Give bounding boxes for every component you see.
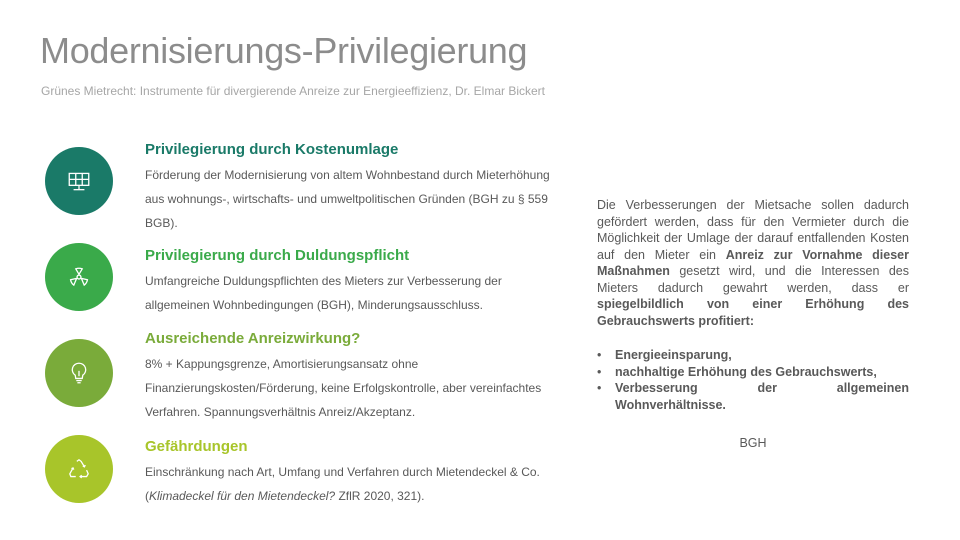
item-gefaehrdungen xyxy=(145,437,560,508)
item-text xyxy=(145,460,560,508)
item-duldungspflicht xyxy=(145,246,560,317)
right-bold-2: spiegelbildlich von einer Erhöhung des Gebrauchswerts profitiert: xyxy=(597,297,909,328)
item-heading: Privilegierung durch Kostenumlage xyxy=(145,141,399,158)
right-text-1: Die Verbesserungen der Mietsache sollen dadurch gefördert werden, dass für den Vermieter durch die Möglichkeit der Umlage der darauf entfallenden Kosten auf den Mieter ein xyxy=(597,198,909,262)
list-item: • nachhaltige Erhöhung des Gebrauchswerts, xyxy=(615,364,909,381)
item-text-end: ZflR 2020, 321). xyxy=(335,489,425,503)
item-heading: Privilegierung durch Duldungspflicht xyxy=(145,247,410,264)
item-anreizwirkung xyxy=(145,329,560,424)
list-item: • Verbesserung der allgemeinen Wohnverhältnisse. xyxy=(615,380,909,413)
item-text: Umfangreiche Duldungspflichten des Mieters zur Verbesserung der allgemeinen Wohnbedingungen (BGH), Minderungsausschluss. xyxy=(145,274,502,312)
item-1-circle xyxy=(45,147,113,215)
right-bold-1: Anreiz zur Vornahme dieser Maßnahmen xyxy=(597,247,909,278)
page-title: Modernisierungs-Privilegierung xyxy=(40,30,528,71)
item-4-circle xyxy=(45,435,113,503)
lightbulb-icon xyxy=(66,360,92,386)
item-3-circle xyxy=(45,339,113,407)
item-2-circle xyxy=(45,243,113,311)
page-subtitle: Grünes Mietrecht: Instrumente für divergierende Anreize zur Energieeffizienz, Dr. Elmar Bickert xyxy=(41,84,545,98)
list-item: • Energieeinsparung, xyxy=(615,347,909,364)
item-heading: Gefährdungen xyxy=(145,438,248,455)
right-paragraph xyxy=(597,197,909,329)
right-bullet-list xyxy=(597,347,909,413)
item-text: Förderung der Modernisierung von altem Wohnbestand durch Mieterhöhung aus wohnungs-, wirtschafts- und umweltpolitischen Gründen (BGH zu § 559 BGB). xyxy=(145,168,550,230)
item-text-plain: Einschränkung nach Art, Umfang und Verfahren durch Mietendeckel & Co. ( xyxy=(145,465,540,503)
solar-panel-icon xyxy=(66,168,92,194)
item-text-italic: Klimadeckel für den Mietendeckel? xyxy=(149,489,336,503)
radiation-icon xyxy=(66,264,92,290)
item-text: 8% + Kappungsgrenze, Amortisierungsansatz ohne Finanzierungskosten/Förderung, keine Erfolgskontrolle, aber vereinfachtes Verfahren. Spannungsverhältnis Anreiz/Akzeptanz. xyxy=(145,357,542,419)
source-label: BGH xyxy=(739,436,767,450)
item-kostenumlage xyxy=(145,140,560,235)
item-heading: Ausreichende Anreizwirkung? xyxy=(145,330,361,347)
recycle-icon xyxy=(66,456,92,482)
right-text-2: gesetzt wird, und die Interessen des Mieters dadurch gewahrt werden, dass er xyxy=(597,264,909,295)
right-panel xyxy=(597,197,909,452)
